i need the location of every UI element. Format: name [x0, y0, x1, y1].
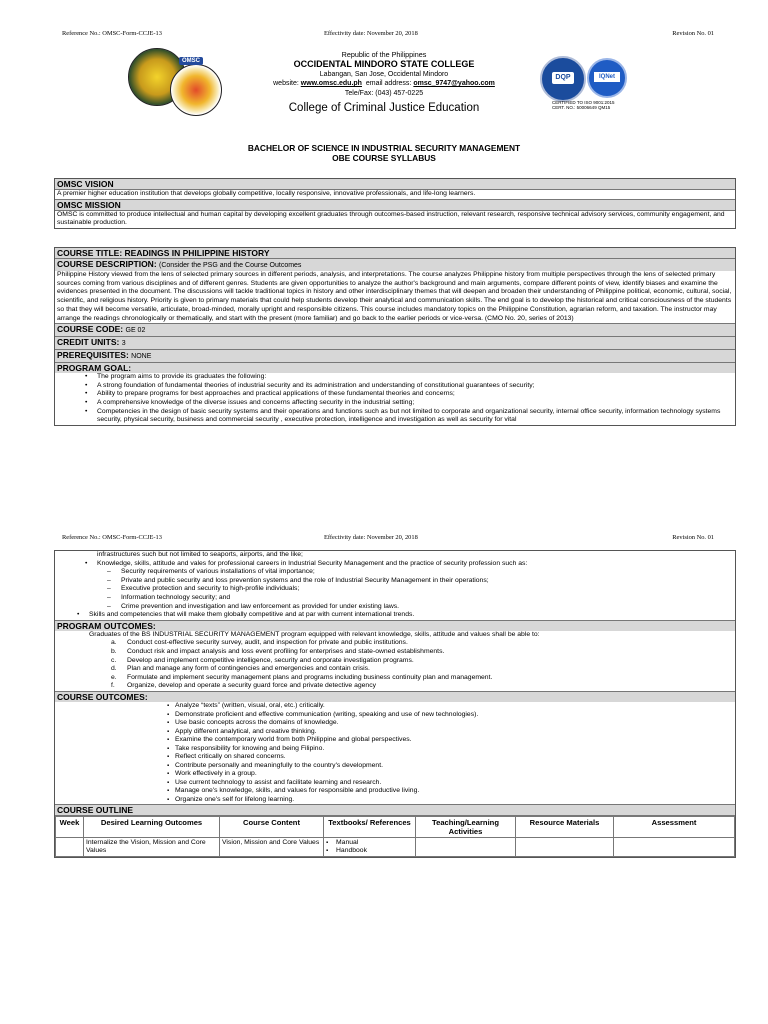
- credit-units-row: CREDIT UNITS: 3: [55, 337, 735, 350]
- contact-line: [230, 80, 538, 87]
- reference-item: ▪ Handbook: [326, 847, 413, 855]
- telefax: Tele/Fax: (043) 457-0225: [344, 90, 424, 97]
- list-item: • Skills and competencies that will make them globally competitive and at par with current international trends.: [89, 611, 733, 620]
- reference-number: Reference No.: OMSC-Form-CCJE-13: [62, 30, 162, 37]
- list-item: c. Develop and implement competitive intelligence, security and corporate investigation programs.: [111, 656, 414, 664]
- reference-line: [54, 30, 714, 40]
- column-header-week: Week: [56, 817, 84, 838]
- list-item: d. Plan and manage any form of contingencies and emergencies and contain crisis.: [111, 665, 370, 673]
- list-item: a. Conduct cost-effective security survey, audit, and inspection for private and public institutions.: [111, 639, 408, 647]
- program-details-box: [54, 550, 736, 858]
- list-item: ▪ Examine the contemporary world from both Philippine and global perspectives.: [175, 736, 733, 745]
- sub-list-item: – Information technology security; and: [121, 594, 733, 603]
- credit-units-value: 3: [121, 340, 126, 348]
- list-item: • A strong foundation of fundamental theories of industrial security and its administration and understanding of constitutional guarantees of security;: [97, 382, 733, 391]
- vision-label: OMSC VISION: [55, 179, 735, 190]
- list-item: b. Conduct risk and impact analysis and loss event profiling for enterprises and state-owned establishments.: [111, 648, 445, 656]
- list-item: • Knowledge, skills, attitude and vales for professional careers in Industrial Security Management and the practice of security profession such as:: [97, 560, 733, 569]
- college-name: OCCIDENTAL MINDORO STATE COLLEGE: [293, 59, 475, 69]
- column-header-assessment: Assessment: [614, 817, 735, 838]
- college-address: Labangan, San Jose, Occidental Mindoro: [319, 71, 449, 78]
- vision-mission-box: [54, 178, 736, 229]
- revision-number: Revision No. 01: [672, 534, 714, 541]
- omsc-logo: OMSC: [170, 64, 222, 116]
- course-code-value: GE 02: [125, 327, 146, 335]
- list-item: ▪ Work effectively in a group.: [175, 770, 733, 779]
- list-item: infrastructures such but not limited to seaports, airports, and the like;: [97, 551, 303, 558]
- course-code-row: COURSE CODE: GE 02: [55, 324, 735, 337]
- course-outcomes-list: [55, 702, 735, 805]
- course-title: COURSE TITLE: READINGS IN PHILIPPINE HISTORY: [55, 248, 735, 259]
- program-goal-label: PROGRAM GOAL:: [55, 363, 735, 373]
- list-item: ▪ Organize one's self for lifelong learning.: [175, 796, 733, 805]
- week-cell: [56, 838, 84, 857]
- reference-item: ▪ Manual: [326, 839, 413, 847]
- program-outcomes-intro: Graduates of the BS INDUSTRIAL SECURITY MANAGEMENT program equipped with relevant knowledge, skills, attitude and values shall be able to:: [89, 630, 540, 638]
- list-item: ▪ Use current technology to assist and facilitate learning and research.: [175, 779, 733, 788]
- program-title: BACHELOR OF SCIENCE IN INDUSTRIAL SECURITY MANAGEMENT: [247, 143, 521, 153]
- assessment-cell: [614, 838, 735, 857]
- list-item: ▪ Manage one's knowledge, skills, and values for responsible and productive living.: [175, 787, 733, 796]
- list-item: ▪ Take responsibility for knowing and being Filipino.: [175, 745, 733, 754]
- syllabus-title: OBE COURSE SYLLABUS: [332, 153, 436, 163]
- sub-list-item: – Executive protection and security to high-profile individuals;: [121, 585, 733, 594]
- dqp-certification-logo: DQP: [540, 56, 586, 102]
- sub-list-item: – Private and public security and loss prevention systems and the role of Industrial Security Management in their operations;: [121, 577, 733, 586]
- republic-line: Republic of the Philippines: [341, 50, 427, 59]
- program-outcomes-label: PROGRAM OUTCOMES:: [55, 621, 735, 631]
- column-header-content: Course Content: [220, 817, 324, 838]
- course-outline-table: [55, 816, 735, 857]
- list-item: • A comprehensive knowledge of the diverse issues and concerns affecting security in the industrial setting;: [97, 399, 733, 408]
- table-row: [56, 838, 735, 857]
- revision-number: Revision No. 01: [672, 30, 714, 37]
- course-description-label: COURSE DESCRIPTION:: [57, 259, 157, 269]
- activities-cell: [416, 838, 516, 857]
- list-item: • Ability to prepare programs for best approaches and practical applications of these fundamental theories and concerns;: [97, 390, 733, 399]
- list-item: e. Formulate and implement security management plans and programs including business continuity plan and management.: [111, 673, 493, 681]
- list-item: ▪ Demonstrate proficient and effective communication (writing, speaking and use of new technologies).: [175, 711, 733, 720]
- list-item: ▪ Use basic concepts across the domains of knowledge.: [175, 719, 733, 728]
- course-outcomes-label: COURSE OUTCOMES:: [55, 692, 735, 702]
- references-cell: [324, 838, 416, 857]
- program-goal-list: [55, 373, 735, 425]
- column-header-activities: Teaching/Learning Activities: [416, 817, 516, 838]
- list-item: ▪ Reflect critically on shared concerns.: [175, 753, 733, 762]
- syllabus-page-1: [0, 0, 768, 488]
- list-item: f. Organize, develop and operate a security guard force and private detective agency: [111, 682, 376, 690]
- course-description-text: Philippine History viewed from the lens of selected primary sources in different periods, analysis, and interpretations. The course analyzes Philippine history from multiple perspectives through the lens of selected primary sources coming from various disciplines and of different genres. Students are given opportunities to analyze the author's background and main arguments, compare different points of view, identify biases and examine the evidences presented in the document. The discussions will tackle traditional topics in history and other interdisciplinary themes that will deepen and broaden their understanding of Philippine political, economic, cultural, social, scientific, and religious history. Priority is given to primary materials that could help students develop their analytical and communication skills. The end goal is to develop the historical and critical consciousness of the students so that they will become versatile, articulate, broad-minded, morally upright and responsible citizens. This course includes mandatory topics on the Philippine Constitution, agrarian reform, and taxation. The instructor may arrange the readings chronologically or thematically, and start with the present (more familiar) and go back to the earlier periods or vice-versa. (CMO No. 20, series of 2013): [55, 271, 735, 324]
- effectivity-date: Effectivity date: November 20, 2018: [324, 30, 418, 37]
- letterhead: [0, 48, 768, 120]
- vision-text: A premier higher education institution that develops globally competitive, locally responsive, innovative professionals, and life-long learners.: [55, 190, 735, 200]
- list-item: ▪ Apply different analytical, and creative thinking.: [175, 728, 733, 737]
- column-header-references: Textbooks/ References: [324, 817, 416, 838]
- list-item: • Competencies in the design of basic security systems and their operations and functions such as but not limited to corporate and organizational security, internal office security, information technology systems security, physical security, business and commercial security , executive protection, intelligence and investigation as well as security for vital: [97, 408, 733, 425]
- prerequisites-row: PREREQUISITES: NONE: [55, 350, 735, 363]
- course-info-box: [54, 247, 736, 426]
- reference-number: Reference No.: OMSC-Form-CCJE-13: [62, 534, 162, 541]
- email-link[interactable]: omsc_9747@yahoo.com: [413, 80, 495, 87]
- sub-list-item: – Crime prevention and investigation and law enforcement as provided for under existing laws.: [121, 603, 733, 612]
- reference-line: [54, 534, 714, 544]
- department-name: College of Criminal Justice Education: [288, 102, 480, 114]
- mission-label: OMSC MISSION: [55, 200, 735, 211]
- content-cell: Vision, Mission and Core Values: [220, 838, 324, 857]
- list-item: • The program aims to provide its graduates the following:: [97, 373, 733, 382]
- prerequisites-value: NONE: [131, 353, 152, 361]
- course-description-note: (Consider the PSG and the Course Outcomes: [159, 262, 302, 269]
- outcomes-cell: Internalize the Vision, Mission and Core Values: [84, 838, 220, 857]
- table-header-row: [56, 817, 735, 838]
- program-outcomes-list: [55, 631, 735, 692]
- column-header-outcomes: Desired Learning Outcomes: [84, 817, 220, 838]
- list-item: ▪ Contribute personally and meaningfully to the country's development.: [175, 762, 733, 771]
- mission-text: OMSC is committed to produce intellectual and human capital by developing excellent graduates through outcomes-based instruction, relevant research, responsive technical advisory services, community engagement, and sustainable production.: [57, 210, 725, 227]
- column-header-resources: Resource Materials: [516, 817, 614, 838]
- course-outline-label: COURSE OUTLINE: [55, 805, 735, 816]
- effectivity-date: Effectivity date: November 20, 2018: [324, 534, 418, 541]
- email-label: email address:: [365, 80, 412, 87]
- sub-list-item: – Security requirements of various installations of vital importance;: [121, 568, 733, 577]
- website-link[interactable]: www.omsc.edu.ph: [300, 80, 362, 87]
- certification-text: CERTIFIED TO ISO 9001:2015 CERT. NO.: 50006649 QM15: [552, 100, 615, 110]
- program-goal-continued: [55, 551, 735, 621]
- resources-cell: [516, 838, 614, 857]
- iqnet-certification-logo: IQNet: [587, 58, 627, 98]
- list-item: ▪ Analyze “texts” (written, visual, oral, etc.) critically.: [175, 702, 733, 711]
- website-label: website:: [273, 80, 299, 87]
- course-description-heading: [55, 259, 735, 271]
- syllabus-page-2: [0, 526, 768, 1024]
